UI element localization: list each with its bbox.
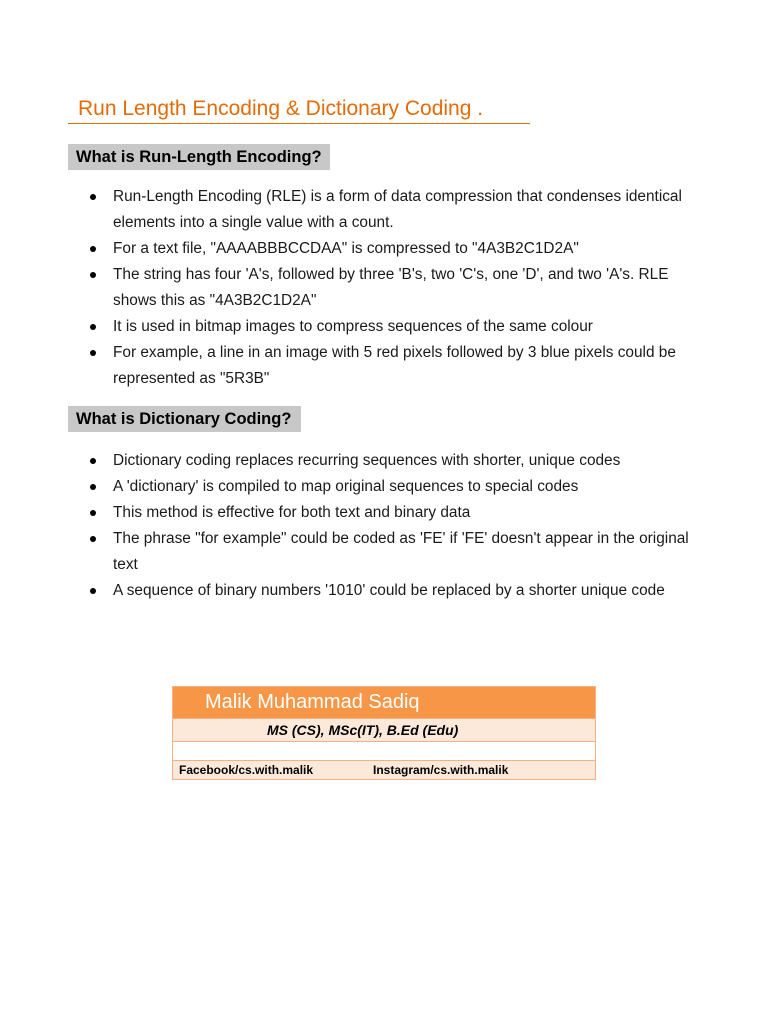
card-spacer-row: [173, 741, 595, 760]
list-item-text: The string has four 'A's, followed by three 'B's, two 'C's, one 'D', and two 'A's. RLE shows this as "4A3B2C1D2A": [113, 266, 669, 309]
list-item: [90, 262, 710, 314]
list-item: [90, 526, 710, 578]
bullet-icon: [90, 484, 96, 490]
bullet-icon: [90, 458, 96, 464]
document-title: Run Length Encoding & Dictionary Coding .: [68, 96, 530, 124]
section-heading-rle: What is Run-Length Encoding?: [68, 144, 330, 170]
list-item: [90, 578, 710, 604]
social-links-row: [173, 760, 595, 779]
bullet-icon: [90, 324, 96, 330]
list-item: [90, 314, 710, 340]
list-item-text: For example, a line in an image with 5 red pixels followed by 3 blue pixels could be represented as "5R3B": [113, 344, 676, 387]
list-item-text: It is used in bitmap images to compress sequences of the same colour: [113, 318, 593, 335]
facebook-handle: Facebook/cs.with.malik: [179, 763, 314, 777]
section-heading-dictionary: What is Dictionary Coding?: [68, 406, 301, 432]
bullet-icon: [90, 510, 96, 516]
instagram-handle: Instagram/cs.with.malik: [373, 763, 509, 777]
author-card: [172, 686, 596, 780]
list-item-text: This method is effective for both text and binary data: [113, 504, 471, 521]
list-item: [90, 500, 710, 526]
author-name: Malik Muhammad Sadiq: [173, 687, 595, 718]
list-item: [90, 236, 710, 262]
list-item: [90, 448, 710, 474]
list-item-text: Run-Length Encoding (RLE) is a form of data compression that condenses identical elements into a single value with a count.: [113, 188, 682, 231]
bullet-icon: [90, 194, 96, 200]
list-item: [90, 474, 710, 500]
list-item: [90, 340, 710, 392]
list-item-text: Dictionary coding replaces recurring sequences with shorter, unique codes: [113, 452, 621, 469]
bullet-icon: [90, 536, 96, 542]
list-item-text: A 'dictionary' is compiled to map original sequences to special codes: [113, 478, 579, 495]
list-item: [90, 184, 710, 236]
list-item-text: The phrase "for example" could be coded as 'FE' if 'FE' doesn't appear in the original text: [113, 530, 689, 573]
list-item-text: A sequence of binary numbers '1010' could be replaced by a shorter unique code: [113, 582, 665, 599]
list-item-text: For a text file, "AAAABBBCCDAA" is compressed to "4A3B2C1D2A": [113, 240, 579, 257]
author-degrees: MS (CS), MSc(IT), B.Ed (Edu): [173, 718, 595, 741]
bullet-icon: [90, 272, 96, 278]
bullet-icon: [90, 246, 96, 252]
bullet-icon: [90, 350, 96, 356]
dictionary-bullet-list: [90, 448, 710, 604]
rle-bullet-list: [90, 184, 710, 392]
bullet-icon: [90, 588, 96, 594]
